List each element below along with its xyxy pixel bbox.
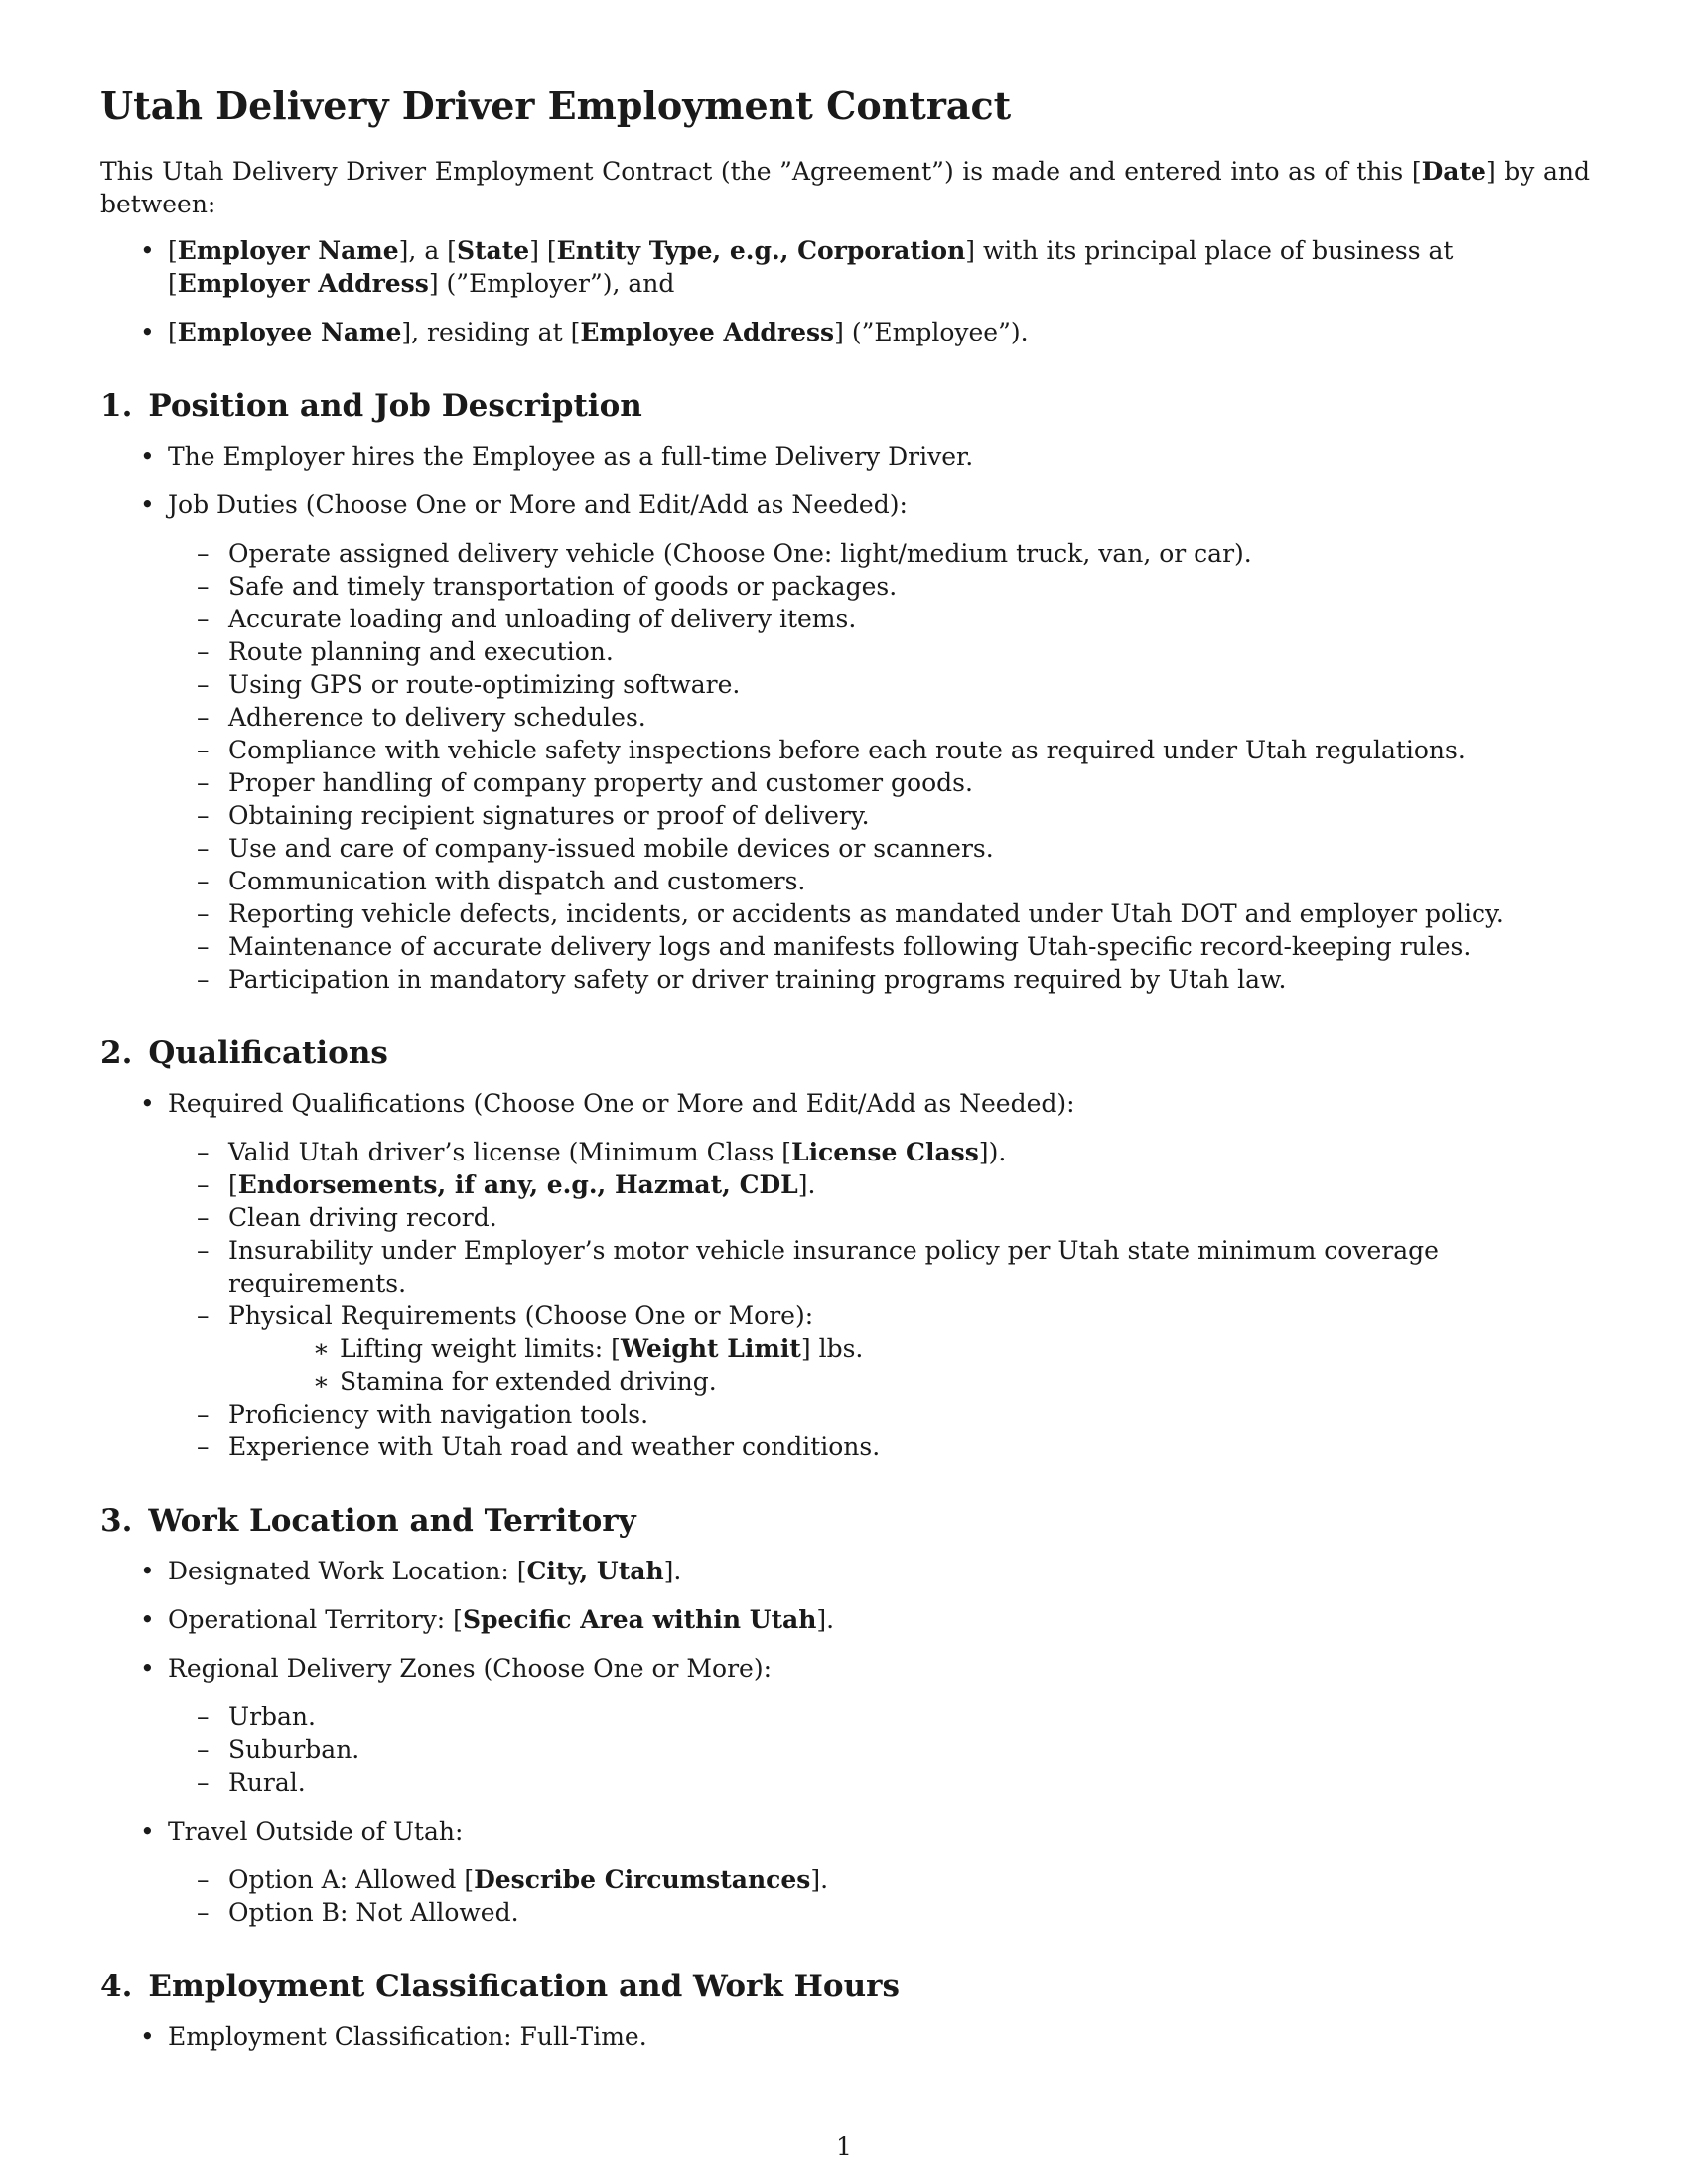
document-title: Utah Delivery Driver Employment Contract bbox=[100, 83, 1012, 128]
list-item: – Suburban. bbox=[197, 1735, 360, 1764]
list-item: – Insurability under Employer’s motor vehicle insurance policy per Utah state minimum coverage requirements. bbox=[197, 1236, 1439, 1297]
list-item: – Urban. bbox=[197, 1703, 316, 1731]
weight-limit-field: Weight Limit bbox=[620, 1334, 801, 1363]
license-class-field: License Class bbox=[790, 1138, 979, 1166]
parties-list bbox=[100, 234, 1590, 348]
employer-address-field: Employer Address bbox=[177, 269, 429, 298]
territory-field: Specific Area within Utah bbox=[462, 1605, 817, 1634]
qualifications-list bbox=[168, 1136, 1590, 1463]
list-item: – Maintenance of accurate delivery logs and manifests following Utah-specific record-keeping rules. bbox=[197, 932, 1472, 961]
intro-paragraph: This Utah Delivery Driver Employment Contract (the ”Agreement”) is made and entered into as of this [Date] by and between: bbox=[100, 157, 1590, 218]
section-heading-4: 4. Employment Classification and Work Hours bbox=[100, 1969, 900, 2004]
circumstances-field: Describe Circumstances bbox=[474, 1865, 811, 1894]
required-qualifications: • Required Qualifications (Choose One or More and Edit/Add as Needed): – Valid Utah driver’s license (Minimum Class [License Class]). – [Endorsements, if any, e.g., Hazmat, CDL]. – Clean driving record. – Insurability under Employer’s motor vehicle insurance policy per Utah state minimum coverage requirements. – Physical Requirements (Choose One or More): ∗ Lifting weight limits: [Weight Limit] lbs. ∗ Stamina for extended driving. – Proficiency with navigation tools. – Experience with Utah road and weather conditions. bbox=[100, 1087, 1590, 1463]
physical-requirements-list bbox=[228, 1332, 1590, 1398]
page-number: 1 bbox=[836, 2132, 852, 2161]
list-item: – Operate assigned delivery vehicle (Choose One: light/medium truck, van, or car). bbox=[197, 539, 1252, 568]
list-item: – Option B: Not Allowed. bbox=[197, 1898, 519, 1927]
list-item: – Proper handling of company property and customer goods. bbox=[197, 768, 973, 797]
list-item: – Safe and timely transportation of goods or packages. bbox=[197, 572, 898, 601]
contract-page bbox=[100, 83, 1590, 2069]
list-item: – Option A: Allowed [Describe Circumstances]. bbox=[197, 1865, 829, 1894]
list-item: ∗ Lifting weight limits: [Weight Limit] lbs. bbox=[313, 1334, 864, 1363]
zones-list bbox=[168, 1701, 1590, 1799]
list-item: – Valid Utah driver’s license (Minimum Class [License Class]). bbox=[197, 1138, 1007, 1166]
section-heading-3: 3. Work Location and Territory bbox=[100, 1503, 636, 1539]
list-item: – Obtaining recipient signatures or proof of delivery. bbox=[197, 801, 870, 830]
travel-options-list bbox=[168, 1863, 1590, 1929]
list-item: • The Employer hires the Employee as a full-time Delivery Driver. bbox=[140, 442, 974, 471]
list-item: – Reporting vehicle defects, incidents, or accidents as mandated under Utah DOT and employer policy. bbox=[197, 899, 1504, 928]
delivery-zones: • Regional Delivery Zones (Choose One or More): – Urban. – Suburban. – Rural. bbox=[100, 1652, 1590, 1799]
list-item: – Accurate loading and unloading of delivery items. bbox=[197, 605, 857, 633]
list-item: – Experience with Utah road and weather conditions. bbox=[197, 1433, 881, 1461]
list-item: • Designated Work Location: [City, Utah]. bbox=[140, 1557, 682, 1585]
section-4-list bbox=[100, 2020, 1590, 2053]
list-item: – Using GPS or route-optimizing software. bbox=[197, 670, 741, 699]
section-heading-2: 2. Qualifications bbox=[100, 1035, 388, 1071]
list-item: – Compliance with vehicle safety inspections before each route as required under Utah regulations. bbox=[197, 736, 1466, 764]
endorsements-field: Endorsements, if any, e.g., Hazmat, CDL bbox=[237, 1170, 798, 1199]
list-item: – Route planning and execution. bbox=[197, 637, 614, 666]
list-item: – Communication with dispatch and customers. bbox=[197, 867, 806, 895]
list-item: – Clean driving record. bbox=[197, 1203, 497, 1232]
list-item: – Adherence to delivery schedules. bbox=[197, 703, 646, 732]
list-item: ∗ Stamina for extended driving. bbox=[313, 1367, 717, 1396]
employee-address-field: Employee Address bbox=[580, 318, 835, 346]
list-item: – Rural. bbox=[197, 1768, 306, 1797]
employer-party: • [Employer Name], a [State] [Entity Type, e.g., Corporation] with its principal place of business at [Employer Address] (”Employer”), and bbox=[140, 236, 1454, 298]
list-item: – [Endorsements, if any, e.g., Hazmat, CDL]. bbox=[197, 1170, 816, 1199]
section-2-list bbox=[100, 1087, 1590, 1463]
city-field: City, Utah bbox=[526, 1557, 664, 1585]
entity-type-field: Entity Type, e.g., Corporation bbox=[556, 236, 966, 265]
section-3-list bbox=[100, 1555, 1590, 1929]
travel-outside-utah: • Travel Outside of Utah: – Option A: Allowed [Describe Circumstances]. – Option B: Not Allowed. bbox=[100, 1815, 1590, 1929]
state-field: State bbox=[456, 236, 530, 265]
employee-name-field: Employee Name bbox=[177, 318, 402, 346]
job-duties-list bbox=[168, 537, 1590, 996]
list-item: – Proficiency with navigation tools. bbox=[197, 1400, 649, 1429]
list-item: • Employment Classification: Full-Time. bbox=[140, 2022, 647, 2051]
job-duties: • Job Duties (Choose One or More and Edit/Add as Needed): – Operate assigned delivery vehicle (Choose One: light/medium truck, van, or car). – Safe and timely transportation of goods or packages. – Accurate loading and unloading of delivery items. – Route planning and execution. – Using GPS or route-optimizing software. – Adherence to delivery schedules. – Compliance with vehicle safety inspections before each route as required under Utah regulations. – Proper handling of company property and customer goods. – Obtaining recipient signatures or proof of delivery. – Use and care of company-issued mobile devices or scanners. – Communication with dispatch and customers. – Reporting vehicle defects, incidents, or accidents as mandated under Utah DOT and employer policy. – Maintenance of accurate delivery logs and manifests following Utah-specific record-keeping rules. – Participation in mandatory safety or driver training programs required by Utah law. bbox=[100, 488, 1590, 996]
list-item: – Participation in mandatory safety or driver training programs required by Utah law. bbox=[197, 965, 1287, 994]
date-field: Date bbox=[1421, 157, 1486, 186]
employee-party: • [Employee Name], residing at [Employee Address] (”Employee”). bbox=[140, 318, 1029, 346]
section-1-list bbox=[100, 440, 1590, 996]
list-item: • Operational Territory: [Specific Area within Utah]. bbox=[140, 1605, 835, 1634]
section-heading-1: 1. Position and Job Description bbox=[100, 388, 642, 424]
list-item: – Physical Requirements (Choose One or More): ∗ Lifting weight limits: [Weight Limit] lbs. ∗ Stamina for extended driving. bbox=[168, 1299, 1590, 1398]
list-item: – Use and care of company-issued mobile devices or scanners. bbox=[197, 834, 994, 863]
employer-name-field: Employer Name bbox=[177, 236, 399, 265]
